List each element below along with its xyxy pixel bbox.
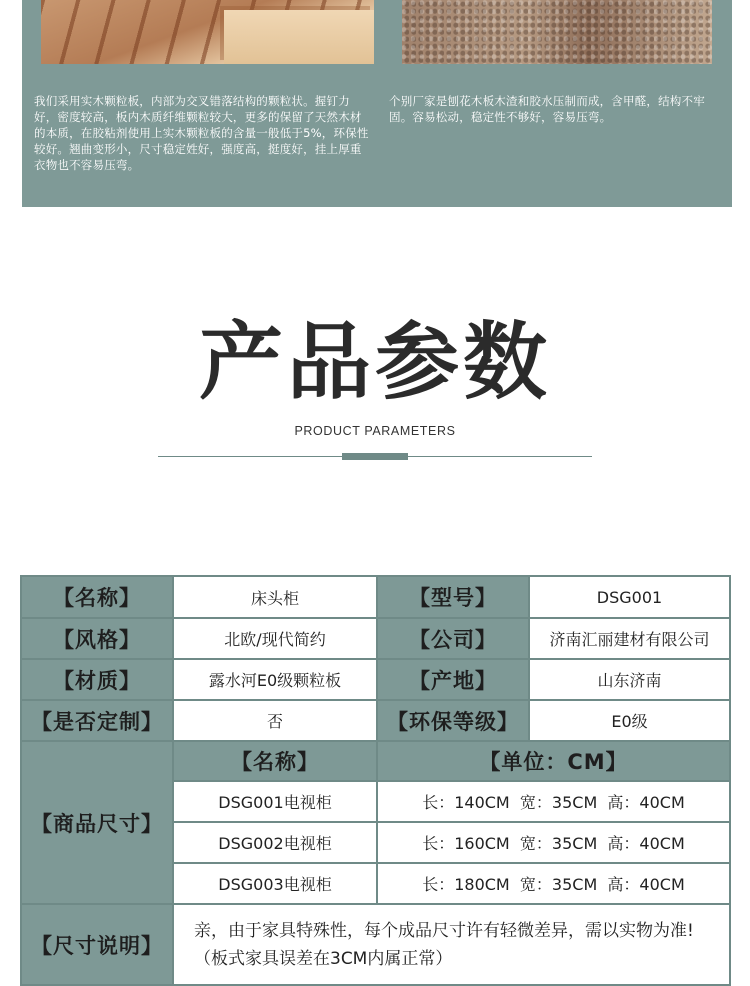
company-value: 济南汇丽建材有限公司 [530, 619, 729, 658]
section-title: 产品参数 [198, 313, 551, 411]
model-label: 【型号】 [378, 577, 528, 617]
title-divider-accent [342, 453, 408, 460]
solid-particle-board-photo [41, 0, 374, 64]
size-row-dims: 长：140CM 宽：35CM 高：40CM [378, 782, 729, 821]
section-subtitle: PRODUCT PARAMETERS [294, 424, 456, 438]
name-value: 床头柜 [174, 577, 376, 617]
style-value: 北欧/现代简约 [174, 619, 376, 658]
size-name-header: 【名称】 [174, 742, 376, 780]
style-label: 【风格】 [22, 619, 172, 658]
origin-value: 山东济南 [530, 660, 729, 699]
custom-value: 否 [174, 701, 376, 740]
size-row-name: DSG002电视柜 [174, 823, 376, 862]
solid-board-description: 我们采用实木颗粒板，内部为交叉错落结构的颗粒状。握钉力好，密度较高，板内木质纤维颗粒较大，更多的保留了天然木材的本质，在胶粘剂使用上实木颗粒板的含量一般低于5%，环保性较好。翘曲变形小，尺寸稳定姓好，强度高，挺度好，挂上厚重衣物也不容易压弯。 [34, 94, 369, 172]
size-row-dims: 长：160CM 宽：35CM 高：40CM [378, 823, 729, 862]
eco-value: E0级 [530, 701, 729, 740]
name-label: 【名称】 [22, 577, 172, 617]
material-label: 【材质】 [22, 660, 172, 699]
eco-label: 【环保等级】 [378, 701, 528, 740]
custom-label: 【是否定制】 [22, 701, 172, 740]
size-note-text: 亲，由于家具特殊性，每个成品尺寸许有轻微差异，需以实物为准!（板式家具误差在3CM内属正常） [174, 905, 729, 984]
company-label: 【公司】 [378, 619, 528, 658]
size-row-name: DSG003电视柜 [174, 864, 376, 903]
size-unit-header: 【单位：CM】 [378, 742, 729, 780]
material-value: 露水河E0级颗粒板 [174, 660, 376, 699]
size-note-label: 【尺寸说明】 [22, 905, 172, 984]
size-label: 【商品尺寸】 [22, 742, 172, 903]
product-parameters-table [20, 575, 731, 986]
size-row-name: DSG001电视柜 [174, 782, 376, 821]
material-comparison-band [22, 0, 732, 207]
size-row-dims: 长：180CM 宽：35CM 高：40CM [378, 864, 729, 903]
origin-label: 【产地】 [378, 660, 528, 699]
model-value: DSG001 [530, 577, 729, 617]
chipboard-description: 个别厂家是刨花木板木渣和胶水压制而成，含甲醛，结构不牢固。容易松动，稳定性不够好，容易压弯。 [389, 94, 705, 124]
chipboard-photo [402, 0, 712, 64]
